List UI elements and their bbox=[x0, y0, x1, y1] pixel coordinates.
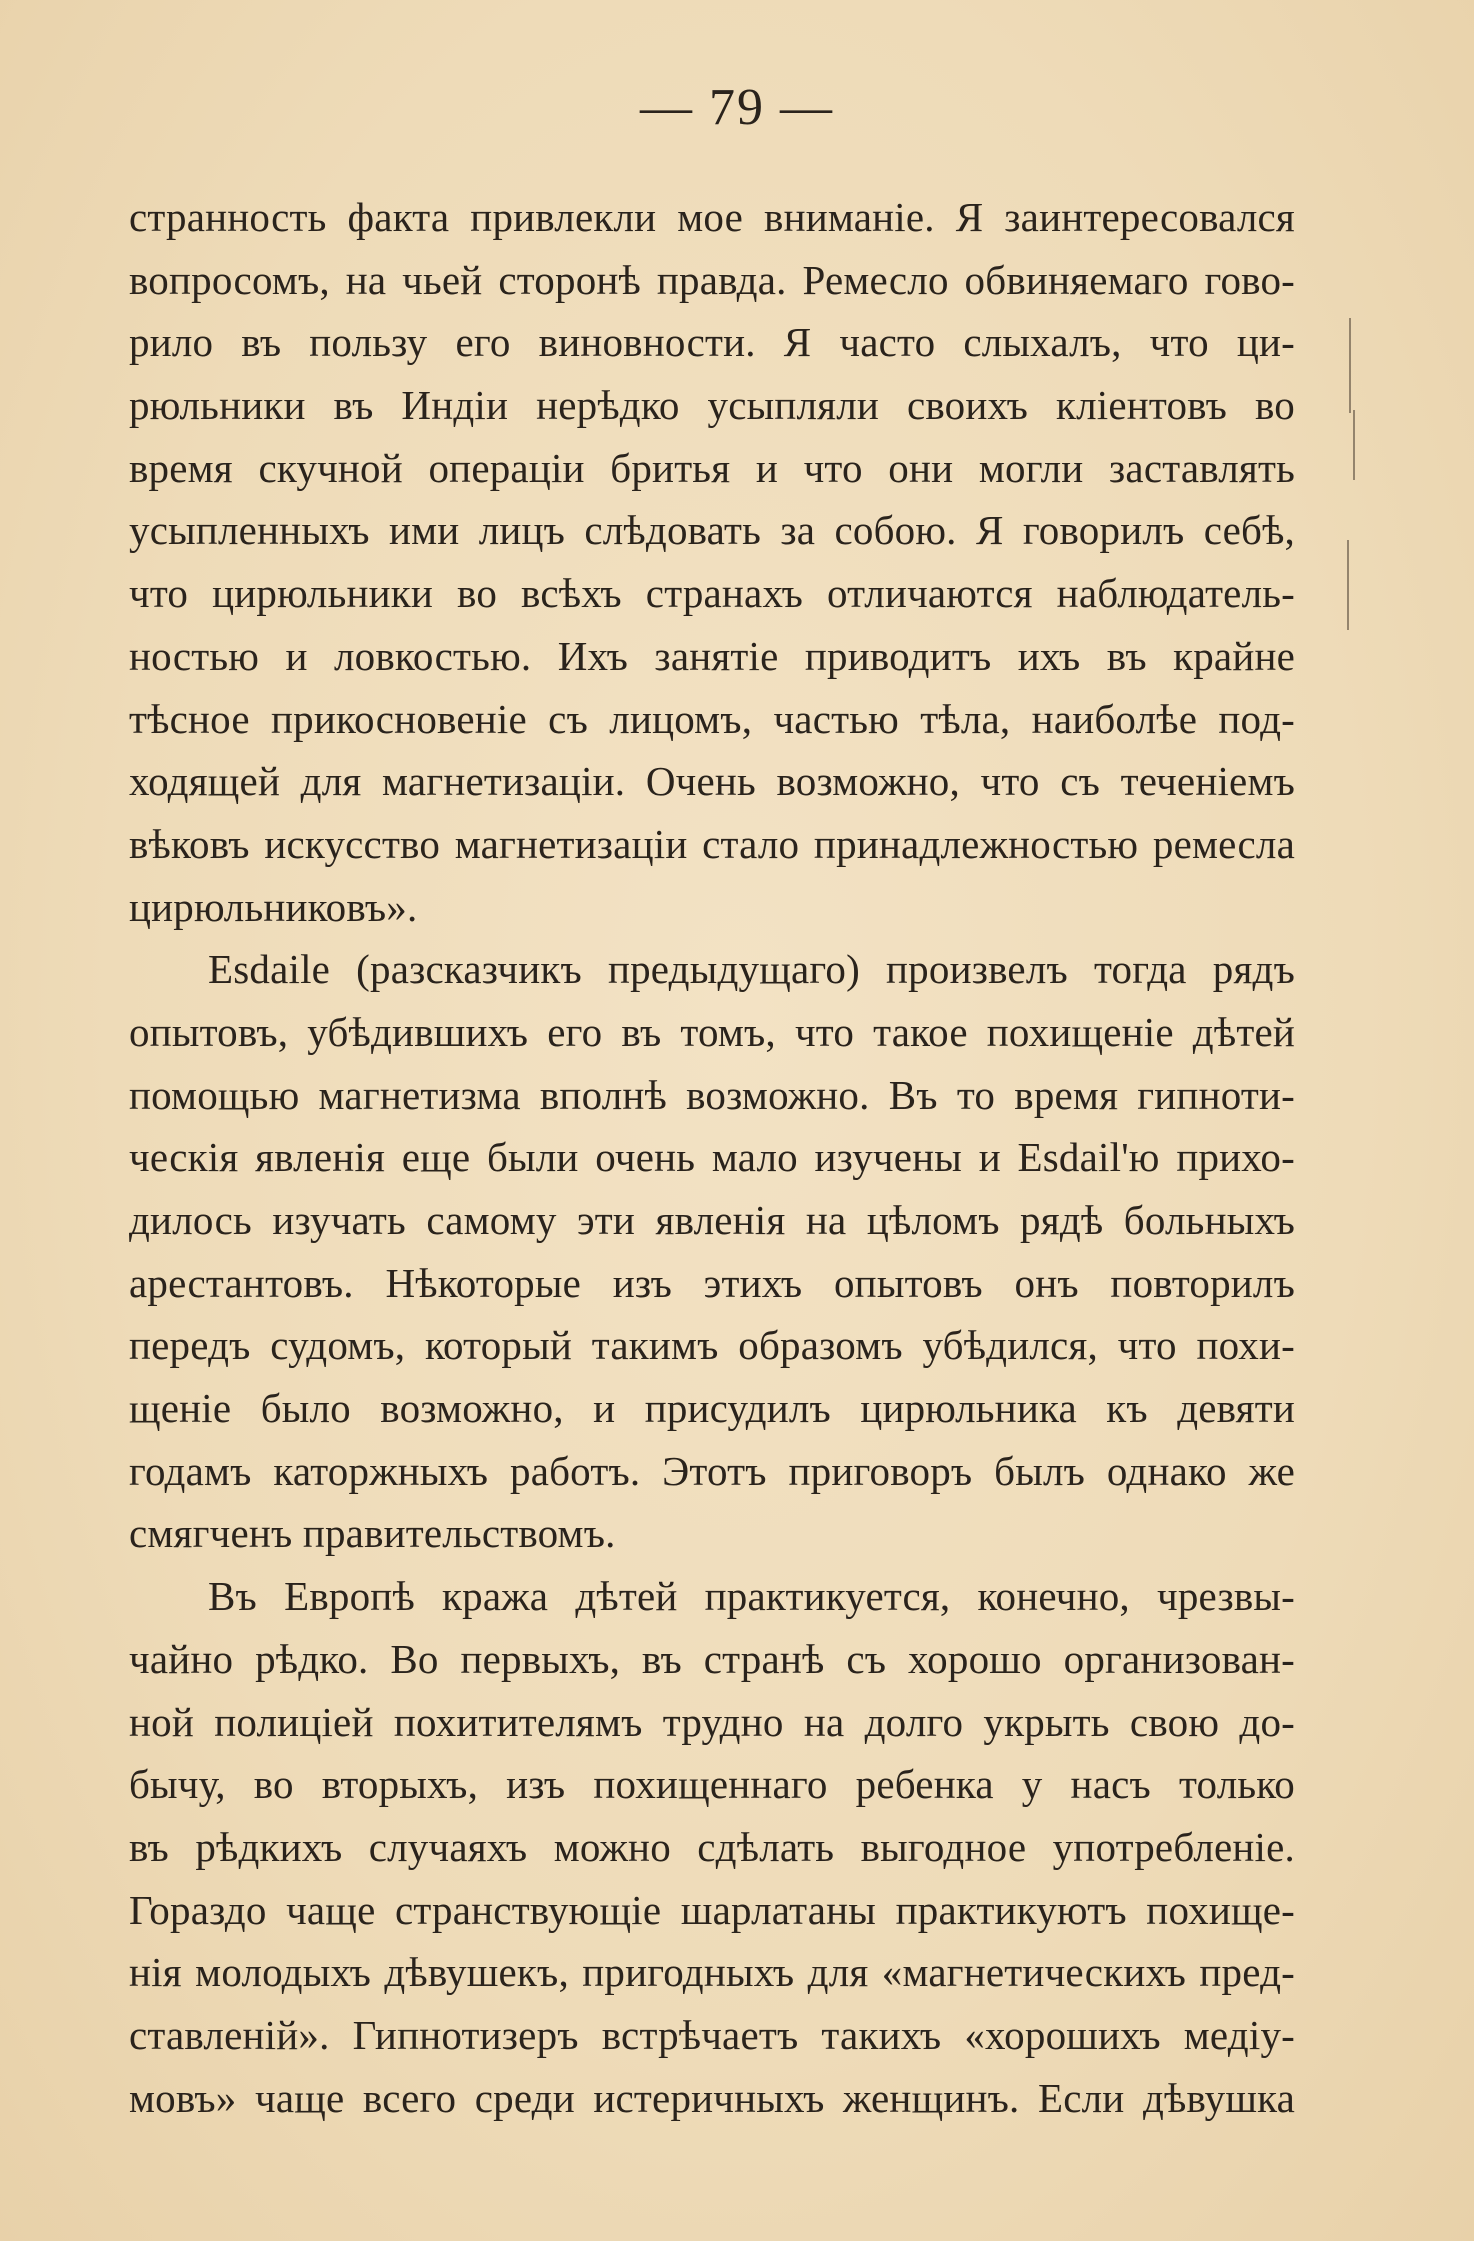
text-line bbox=[129, 2067, 1295, 2130]
text-line-content: ходящей для магнетизаціи. Очень возможно, что съ теченіемъ bbox=[129, 758, 1295, 805]
text-line bbox=[129, 750, 1295, 813]
text-line bbox=[129, 1691, 1295, 1754]
margin-pencil-mark bbox=[1353, 410, 1355, 480]
text-line bbox=[129, 1001, 1295, 1064]
text-line-content: помощью магнетизма вполнѣ возможно. Въ то время гипноти- bbox=[129, 1071, 1295, 1118]
text-line-content: дилось изучать самому эти явленія на цѣломъ рядѣ больныхъ bbox=[129, 1197, 1295, 1243]
text-line-content: въ рѣдкихъ случаяхъ можно сдѣлать выгодное употребленіе. bbox=[129, 1823, 1295, 1870]
text-line-content: арестантовъ. Нѣкоторые изъ этихъ опытовъ онъ повторилъ bbox=[129, 1259, 1295, 1306]
text-line-content: время скучной операціи бритья и что они могли заставлять bbox=[129, 444, 1295, 491]
text-line bbox=[129, 186, 1295, 249]
text-line-content: ческія явленія еще были очень мало изучены и Esdail'ю прихо- bbox=[129, 1134, 1295, 1181]
text-line bbox=[129, 562, 1295, 625]
text-line bbox=[129, 1252, 1295, 1315]
body-text bbox=[129, 186, 1295, 2129]
margin-pencil-mark bbox=[1349, 318, 1351, 413]
text-line bbox=[129, 625, 1295, 688]
text-line-content: смягченъ правительствомъ. bbox=[129, 1510, 616, 1557]
text-line bbox=[129, 499, 1295, 562]
text-line bbox=[129, 1816, 1295, 1879]
text-line bbox=[129, 1314, 1295, 1377]
text-line-content: нія молодыхъ дѣвушекъ, пригодныхъ для «магнетическихъ пред- bbox=[129, 1949, 1295, 1996]
text-line-content: чайно рѣдко. Во первыхъ, въ странѣ съ хорошо организован- bbox=[129, 1635, 1295, 1682]
text-line bbox=[129, 688, 1295, 751]
text-line-content: годамъ каторжныхъ работъ. Этотъ приговоръ былъ однако же bbox=[129, 1447, 1295, 1494]
text-line-content: Въ Европѣ кража дѣтей практикуется, конечно, чрезвы- bbox=[208, 1573, 1295, 1620]
text-line-content: опытовъ, убѣдившихъ его въ томъ, что такое похищеніе дѣтей bbox=[129, 1008, 1295, 1055]
text-line-content: щеніе было возможно, и присудилъ цирюльника къ девяти bbox=[129, 1385, 1295, 1432]
page-number: — 79 — bbox=[640, 79, 834, 136]
text-line bbox=[129, 813, 1295, 876]
text-line bbox=[129, 1189, 1295, 1252]
text-line-content: вѣковъ искусство магнетизаціи стало принадлежностью ремесла bbox=[129, 820, 1295, 867]
text-line-content: вопросомъ, на чьей сторонѣ правда. Ремесло обвиняемаго гово- bbox=[129, 256, 1295, 303]
text-line-content: рюльники въ Индіи нерѣдко усыпляли своихъ кліентовъ во bbox=[129, 382, 1295, 429]
text-line bbox=[129, 311, 1295, 374]
text-line-content: тѣсное прикосновеніе съ лицомъ, частью тѣла, наиболѣе под- bbox=[129, 695, 1295, 742]
text-line bbox=[129, 437, 1295, 500]
text-line bbox=[129, 1879, 1295, 1942]
text-line bbox=[129, 1628, 1295, 1691]
text-line bbox=[129, 1941, 1295, 2004]
text-line-content: что цирюльники во всѣхъ странахъ отличаются наблюдатель- bbox=[129, 570, 1295, 617]
text-line-content: ной полиціей похитителямъ трудно на долго укрыть свою до- bbox=[129, 1698, 1295, 1745]
text-line bbox=[129, 1753, 1295, 1816]
text-line-content: рило въ пользу его виновности. Я часто слыхалъ, что ци- bbox=[129, 319, 1295, 366]
text-line-content: бычу, во вторыхъ, изъ похищеннаго ребенка у насъ только bbox=[129, 1761, 1295, 1808]
text-line-content: ставленій». Гипнотизеръ встрѣчаетъ такихъ «хорошихъ медіу- bbox=[129, 2011, 1295, 2058]
paragraph-first-line bbox=[129, 938, 1295, 1001]
text-line bbox=[129, 374, 1295, 437]
text-line-content: ностью и ловкостью. Ихъ занятіе приводитъ ихъ въ крайне bbox=[129, 632, 1295, 679]
text-line-content: странность факта привлекли мое вниманіе. Я заинтересовался bbox=[129, 194, 1295, 240]
text-line-content: цирюльниковъ». bbox=[129, 883, 418, 930]
text-line bbox=[129, 249, 1295, 312]
text-line bbox=[129, 876, 1295, 939]
text-line bbox=[129, 2004, 1295, 2067]
text-line bbox=[129, 1440, 1295, 1503]
text-line bbox=[129, 1502, 1295, 1565]
text-line bbox=[129, 1064, 1295, 1127]
text-line bbox=[129, 1126, 1295, 1189]
text-line bbox=[129, 1377, 1295, 1440]
text-line-content: усыпленныхъ ими лицъ слѣдовать за собою. Я говорилъ себѣ, bbox=[129, 507, 1295, 554]
text-line-content: мовъ» чаще всего среди истеричныхъ женщинъ. Если дѣвушка bbox=[129, 2074, 1295, 2121]
text-line-content: передъ судомъ, который такимъ образомъ убѣдился, что похи- bbox=[129, 1322, 1295, 1369]
text-line-content: Гораздо чаще странствующіе шарлатаны практикуютъ похище- bbox=[129, 1886, 1295, 1933]
text-line-content: Esdaile (разсказчикъ предыдущаго) произвелъ тогда рядъ bbox=[208, 946, 1295, 993]
margin-pencil-mark bbox=[1347, 540, 1349, 630]
paragraph-first-line bbox=[129, 1565, 1295, 1628]
